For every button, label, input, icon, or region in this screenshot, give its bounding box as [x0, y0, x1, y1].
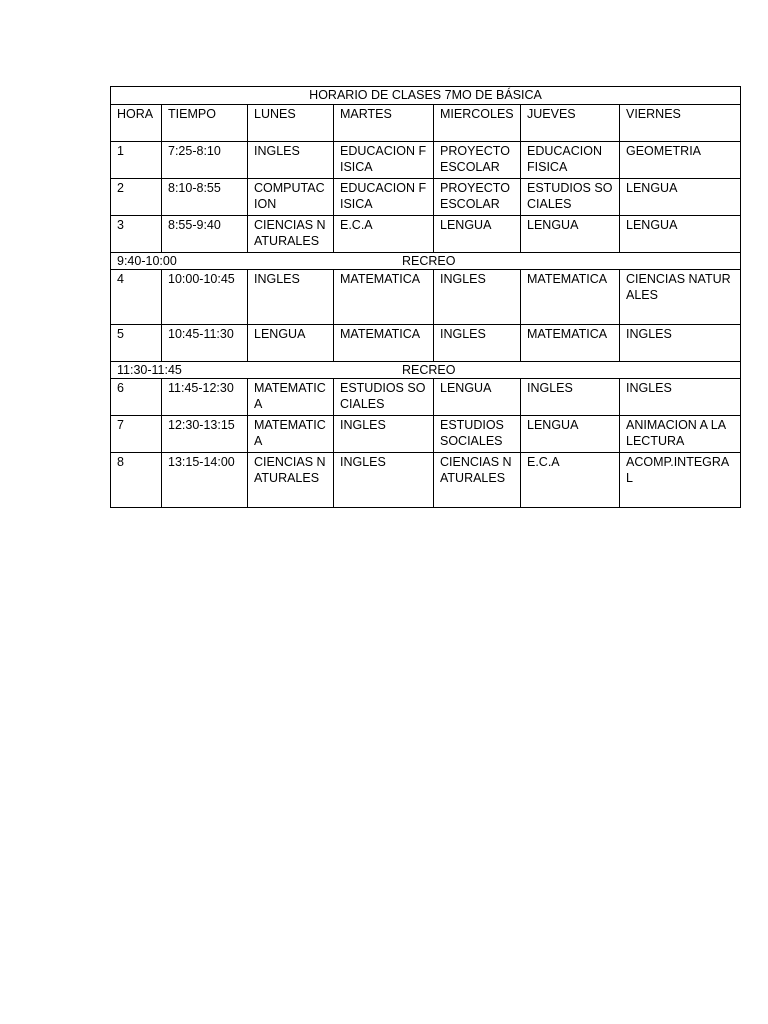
header-hora: HORA — [111, 105, 162, 142]
header-lunes: LUNES — [248, 105, 334, 142]
cell-viernes: LENGUA — [620, 179, 741, 216]
cell-viernes: GEOMETRIA — [620, 142, 741, 179]
header-viernes: VIERNES — [620, 105, 741, 142]
recreo-time: 11:30-11:45 — [117, 363, 182, 377]
table-row — [111, 270, 741, 325]
cell-lunes: INGLES — [248, 270, 334, 325]
cell-martes: EDUCACION FISICA — [334, 179, 434, 216]
cell-martes: INGLES — [334, 453, 434, 508]
table-row — [111, 379, 741, 416]
table-row — [111, 216, 741, 253]
cell-miercoles: PROYECTO ESCOLAR — [434, 179, 521, 216]
cell-lunes: LENGUA — [248, 325, 334, 362]
cell-miercoles: INGLES — [434, 270, 521, 325]
cell-lunes: COMPUTACION — [248, 179, 334, 216]
cell-jueves: MATEMATICA — [521, 270, 620, 325]
cell-hora: 4 — [111, 270, 162, 325]
cell-martes: E.C.A — [334, 216, 434, 253]
cell-hora: 3 — [111, 216, 162, 253]
table-row — [111, 142, 741, 179]
cell-martes: MATEMATICA — [334, 270, 434, 325]
cell-viernes: CIENCIAS NATURALES — [620, 270, 741, 325]
class-schedule-table — [110, 86, 741, 508]
cell-lunes: CIENCIAS NATURALES — [248, 216, 334, 253]
header-row — [111, 105, 741, 142]
cell-hora: 8 — [111, 453, 162, 508]
table-row — [111, 325, 741, 362]
cell-jueves: LENGUA — [521, 216, 620, 253]
cell-martes: INGLES — [334, 416, 434, 453]
table-row — [111, 416, 741, 453]
cell-viernes: INGLES — [620, 379, 741, 416]
cell-tiempo: 7:25-8:10 — [162, 142, 248, 179]
header-miercoles: MIERCOLES — [434, 105, 521, 142]
cell-hora: 5 — [111, 325, 162, 362]
cell-tiempo: 8:55-9:40 — [162, 216, 248, 253]
cell-tiempo: 11:45-12:30 — [162, 379, 248, 416]
cell-martes: MATEMATICA — [334, 325, 434, 362]
title-row — [111, 87, 741, 105]
header-martes: MARTES — [334, 105, 434, 142]
cell-jueves: INGLES — [521, 379, 620, 416]
cell-miercoles: CIENCIAS NATURALES — [434, 453, 521, 508]
header-tiempo: TIEMPO — [162, 105, 248, 142]
recreo-cell — [111, 362, 741, 379]
cell-tiempo: 12:30-13:15 — [162, 416, 248, 453]
cell-hora: 1 — [111, 142, 162, 179]
cell-miercoles: LENGUA — [434, 216, 521, 253]
cell-viernes: ACOMP.INTEGRAL — [620, 453, 741, 508]
cell-jueves: EDUCACION FISICA — [521, 142, 620, 179]
cell-lunes: MATEMATICA — [248, 416, 334, 453]
cell-tiempo: 8:10-8:55 — [162, 179, 248, 216]
header-jueves: JUEVES — [521, 105, 620, 142]
cell-lunes: CIENCIAS NATURALES — [248, 453, 334, 508]
cell-jueves: ESTUDIOS SOCIALES — [521, 179, 620, 216]
cell-miercoles: ESTUDIOS SOCIALES — [434, 416, 521, 453]
recreo-label: RECREO — [402, 254, 456, 268]
cell-miercoles: PROYECTO ESCOLAR — [434, 142, 521, 179]
cell-tiempo: 10:45-11:30 — [162, 325, 248, 362]
cell-viernes: INGLES — [620, 325, 741, 362]
cell-viernes: ANIMACION A LA LECTURA — [620, 416, 741, 453]
schedule-title: HORARIO DE CLASES 7MO DE BÁSICA — [111, 87, 741, 105]
cell-viernes: LENGUA — [620, 216, 741, 253]
cell-martes: EDUCACION FISICA — [334, 142, 434, 179]
recreo-time: 9:40-10:00 — [117, 254, 177, 268]
cell-lunes: MATEMATICA — [248, 379, 334, 416]
cell-miercoles: LENGUA — [434, 379, 521, 416]
recreo-label: RECREO — [402, 363, 456, 377]
cell-jueves: LENGUA — [521, 416, 620, 453]
recreo-row — [111, 362, 741, 379]
table-row — [111, 179, 741, 216]
cell-hora: 7 — [111, 416, 162, 453]
recreo-cell — [111, 253, 741, 270]
cell-tiempo: 10:00-10:45 — [162, 270, 248, 325]
cell-miercoles: INGLES — [434, 325, 521, 362]
cell-martes: ESTUDIOS SOCIALES — [334, 379, 434, 416]
cell-hora: 2 — [111, 179, 162, 216]
recreo-row — [111, 253, 741, 270]
cell-jueves: MATEMATICA — [521, 325, 620, 362]
cell-jueves: E.C.A — [521, 453, 620, 508]
cell-lunes: INGLES — [248, 142, 334, 179]
cell-tiempo: 13:15-14:00 — [162, 453, 248, 508]
table-row — [111, 453, 741, 508]
cell-hora: 6 — [111, 379, 162, 416]
